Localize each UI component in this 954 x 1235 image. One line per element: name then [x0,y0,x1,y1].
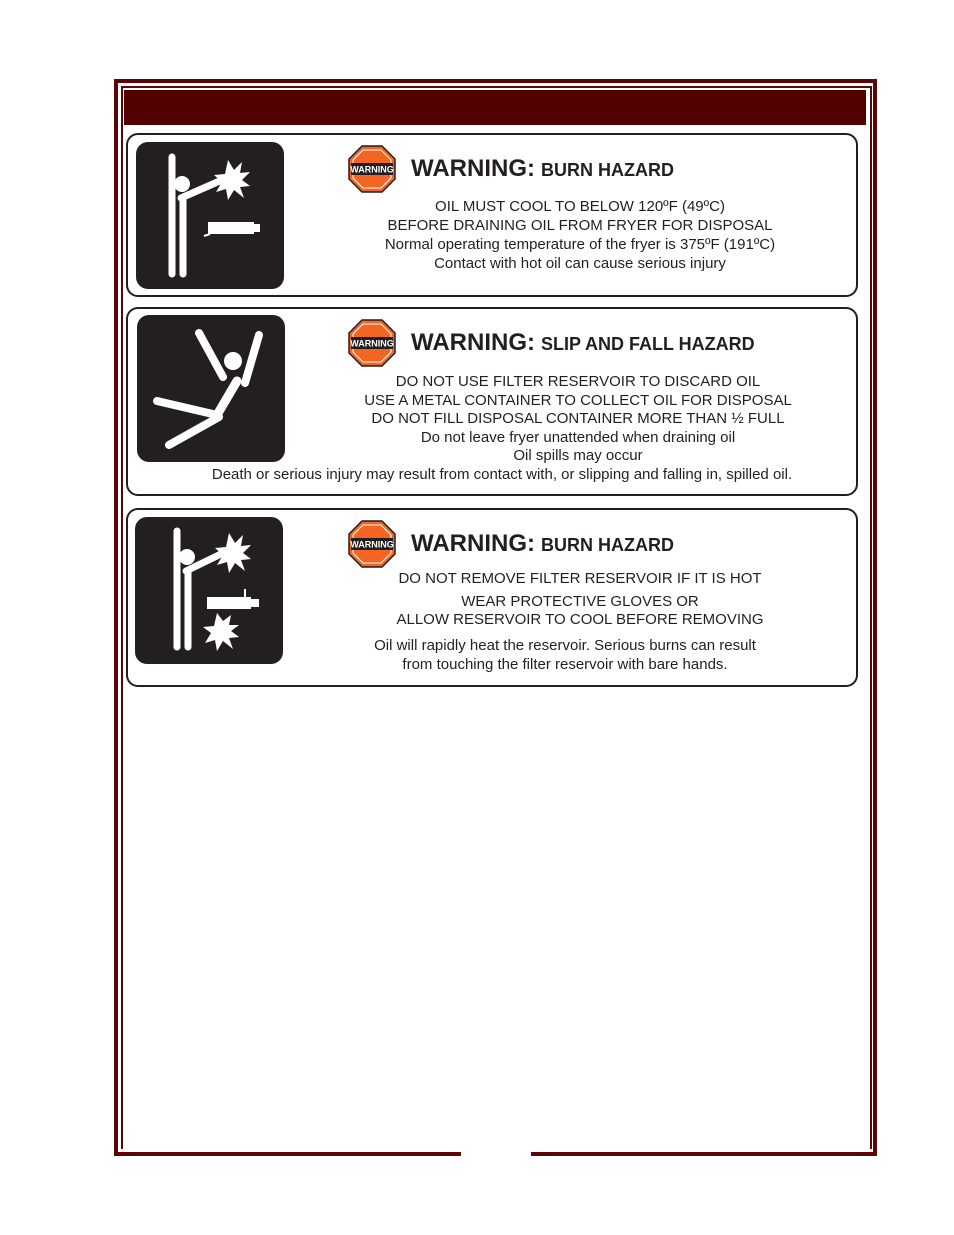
warning-line: DO NOT REMOVE FILTER RESERVOIR IF IT IS HOT [398,570,762,587]
warning-title [411,155,674,183]
hazard-type: BURN HAZARD [540,535,674,555]
warning-text [348,570,812,630]
warning-line: USE A METAL CONTAINER TO COLLECT OIL FOR DISPOSAL [364,391,792,409]
warning-line: OIL MUST COOL TO BELOW 120ºF (49ºC) [435,198,725,215]
warning-line: from touching the filter reservoir with bare hands. [402,655,728,673]
warning-text [348,198,812,273]
warning-line: WEAR PROTECTIVE GLOVES OR [461,592,699,610]
badge-text: WARNING [350,338,394,349]
warning-word: WARNING: [411,329,535,356]
badge-text: WARNING [350,539,394,550]
hazard-type: SLIP AND FALL HAZARD [540,334,755,354]
warning-title [411,329,755,357]
warning-line: Oil will rapidly heat the reservoir. Serious burns can result [374,637,756,654]
warning-line: ALLOW RESERVOIR TO COOL BEFORE REMOVING [396,611,764,628]
hazard-type: BURN HAZARD [540,160,674,180]
warning-footer-text: Death or serious injury may result from contact with, or slipping and falling in, spilled oil. [211,466,793,483]
warning-line: BEFORE DRAINING OIL FROM FRYER FOR DISPOSAL [387,216,773,234]
warning-title [411,530,674,558]
warning-text [328,373,828,466]
warning-octagon-badge [348,520,396,568]
warning-panel-burn-hazard-1 [126,133,858,297]
warning-note-text [328,637,802,674]
burn-hazard-icon [135,517,283,664]
warning-line: Do not leave fryer unattended when draining oil [420,428,736,446]
warning-word: WARNING: [411,155,535,182]
warning-panel-burn-hazard-2 [126,508,858,687]
warning-line: DO NOT USE FILTER RESERVOIR TO DISCARD OIL [395,373,761,390]
warning-line: Contact with hot oil can cause serious injury [434,254,726,272]
warning-octagon-badge [348,319,396,367]
warning-line: DO NOT FILL DISPOSAL CONTAINER MORE THAN ½ FULL [371,410,785,427]
slip-and-fall-icon [137,315,285,462]
warning-line: Normal operating temperature of the fryer is 375ºF (191ºC) [384,236,776,253]
frame-bottom-gap [461,1146,531,1160]
warning-panel-slip-and-fall-hazard [126,307,858,496]
badge-text: WARNING [350,164,394,175]
section-header-bar [124,90,866,125]
warning-line: Oil spills may occur [513,447,643,464]
burn-hazard-icon [136,142,284,289]
warning-word: WARNING: [411,530,535,557]
warning-octagon-badge [348,145,396,193]
